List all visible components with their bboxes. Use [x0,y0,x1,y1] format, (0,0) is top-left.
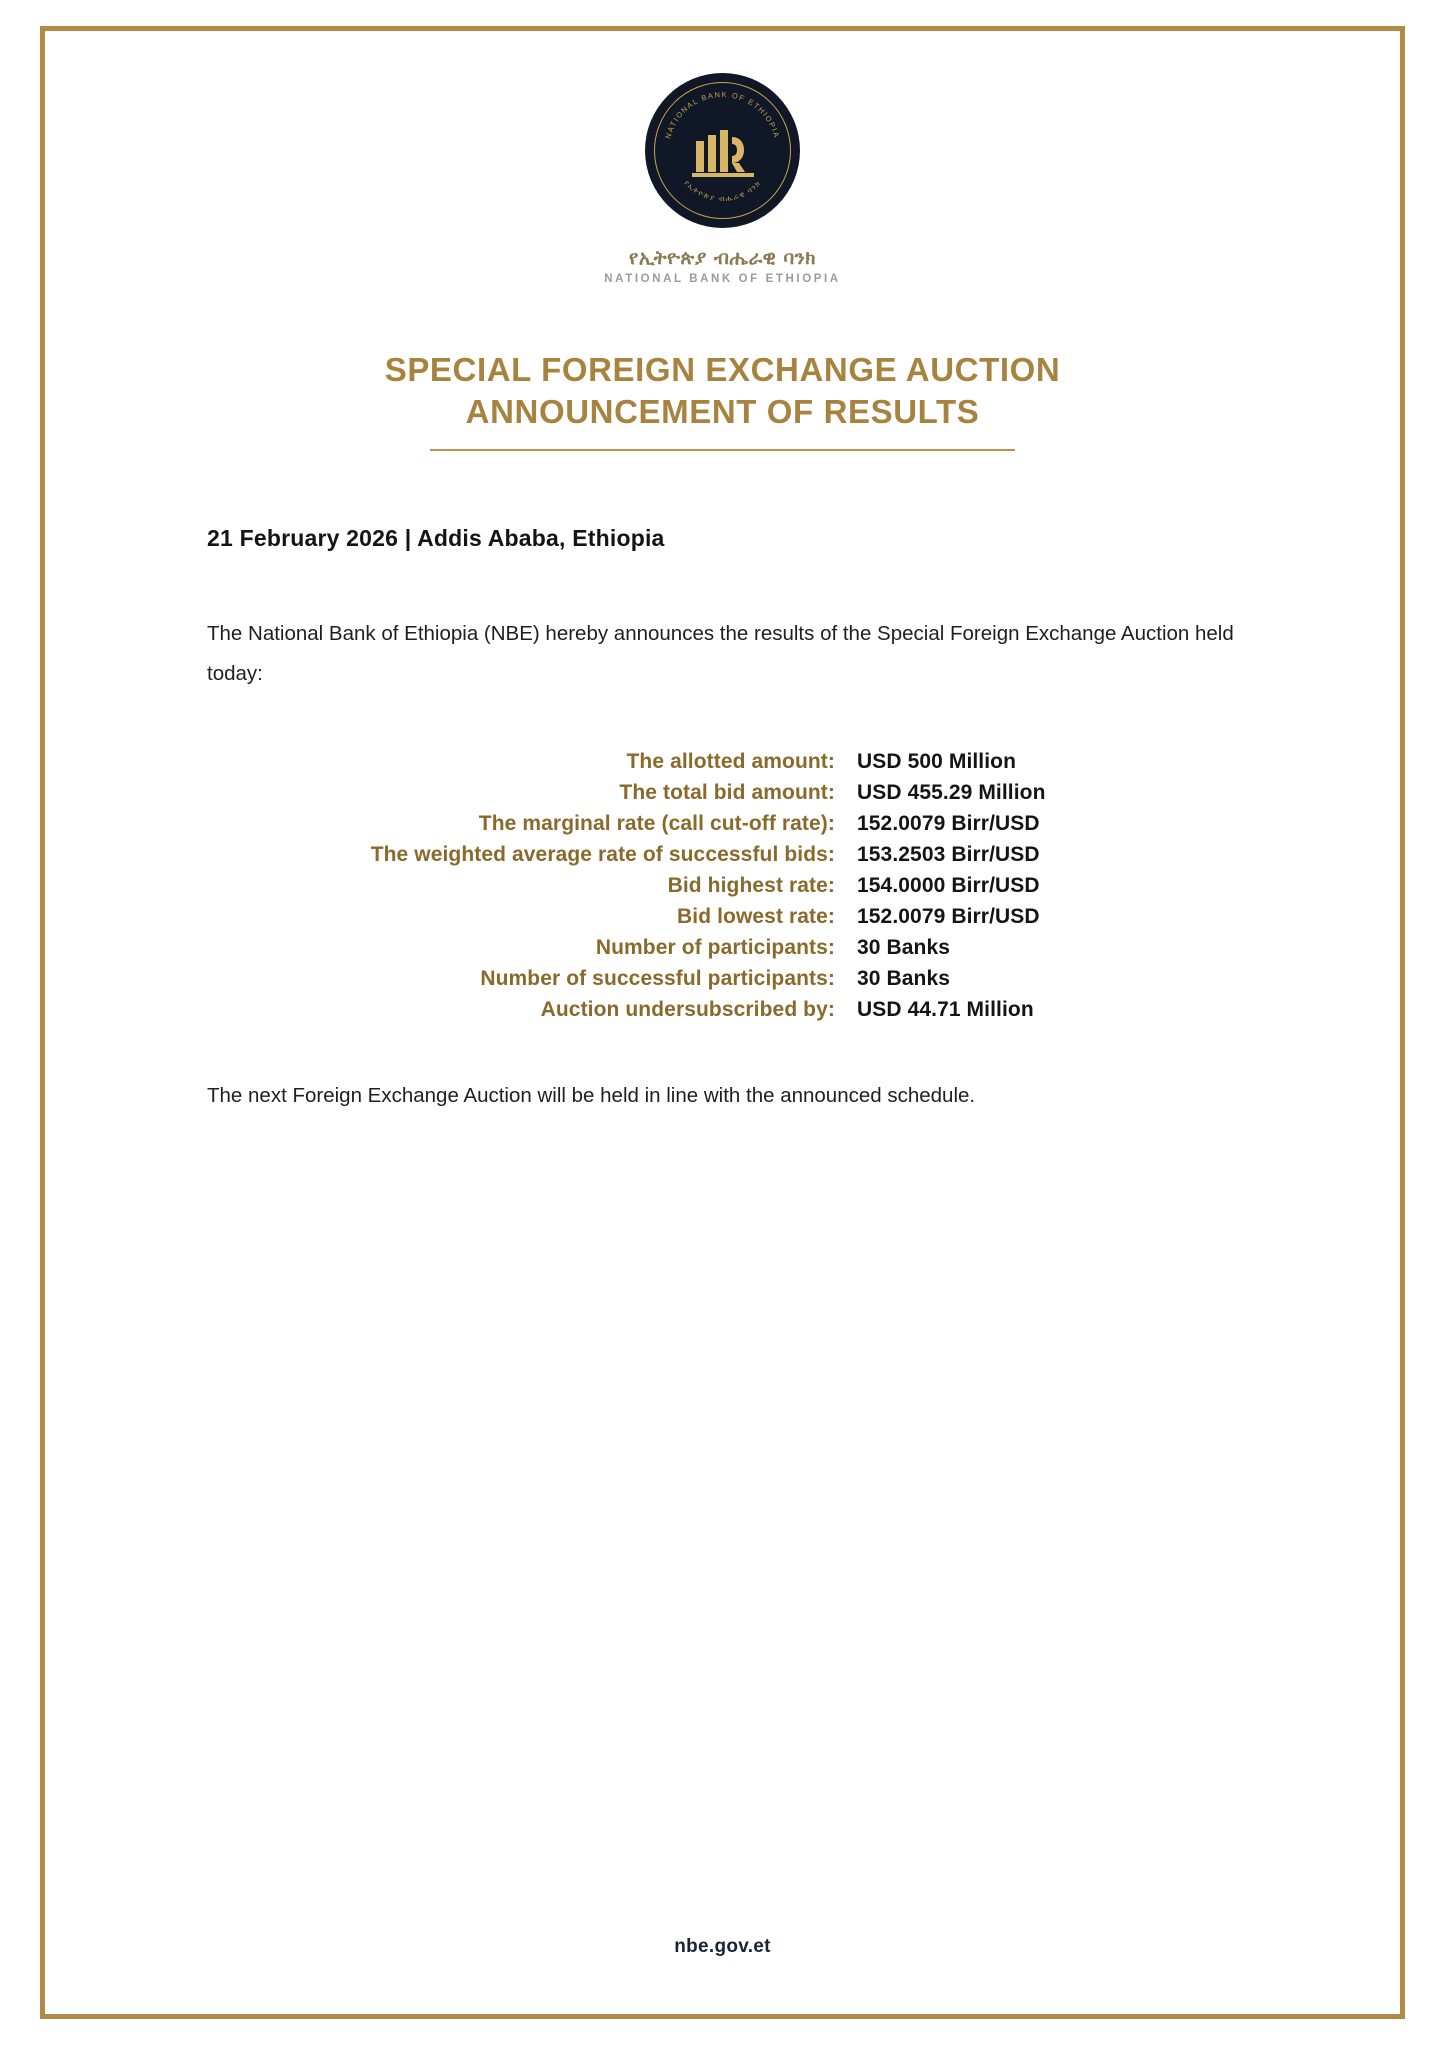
document-content [45,31,1400,2014]
seal-emblem-icon [686,121,760,181]
result-label: The total bid amount: [619,780,835,804]
result-value: 154.0000 Birr/USD [857,873,1040,897]
table-row [167,994,1278,1025]
page-title [167,349,1278,451]
result-label: The allotted amount: [626,749,835,773]
result-value: USD 500 Million [857,749,1017,773]
page-title-line-2: ANNOUNCEMENT OF RESULTS [465,393,980,431]
result-value: 152.0079 Birr/USD [857,904,1040,928]
table-row [167,746,1278,777]
table-row [167,963,1278,994]
result-label: Bid highest rate: [667,873,835,897]
result-label: Number of participants: [595,935,835,959]
dateline: 21 February 2026 | Addis Ababa, Ethiopia [207,525,665,552]
result-label: Number of successful participants: [480,966,835,990]
svg-text:የኢትዮጵያ ብሔራዊ ባንክ: የኢትዮጵያ ብሔራዊ ባንክ [682,178,763,204]
document-border-frame [40,26,1405,2019]
result-label: The weighted average rate of successful bids: [370,842,835,866]
result-label: Bid lowest rate: [677,904,835,928]
nbe-seal-icon [645,73,800,228]
result-value: USD 455.29 Million [857,780,1046,804]
result-value: USD 44.71 Million [857,997,1034,1021]
closing-paragraph: The next Foreign Exchange Auction will be held in line with the announced schedule. [207,1084,976,1108]
result-value: 30 Banks [857,966,951,990]
intro-paragraph: The National Bank of Ethiopia (NBE) hereby announces the results of the Special Foreign Exchange Auction held today: [207,622,1234,686]
result-value: 30 Banks [857,935,951,959]
title-divider [430,449,1015,451]
result-label: The marginal rate (call cut-off rate): [478,811,835,835]
page-title-line-1: SPECIAL FOREIGN EXCHANGE AUCTION [384,351,1061,388]
result-value: 153.2503 Birr/USD [857,842,1040,866]
table-row [167,839,1278,870]
table-row [167,777,1278,808]
table-row [167,808,1278,839]
result-label: Auction undersubscribed by: [540,997,835,1021]
svg-text:NATIONAL BANK OF ETHIOPIA: NATIONAL BANK OF ETHIOPIA [663,89,782,140]
auction-results-table [167,746,1278,1025]
footer-website[interactable]: nbe.gov.et [674,1936,771,1957]
logo-name-amharic: የኢትዮጵያ ብሔራዊ ባንክ [629,247,816,269]
table-row [167,870,1278,901]
logo-block [167,73,1278,285]
result-value: 152.0079 Birr/USD [857,811,1040,835]
logo-name-english: NATIONAL BANK OF ETHIOPIA [604,273,841,285]
table-row [167,901,1278,932]
table-row [167,932,1278,963]
